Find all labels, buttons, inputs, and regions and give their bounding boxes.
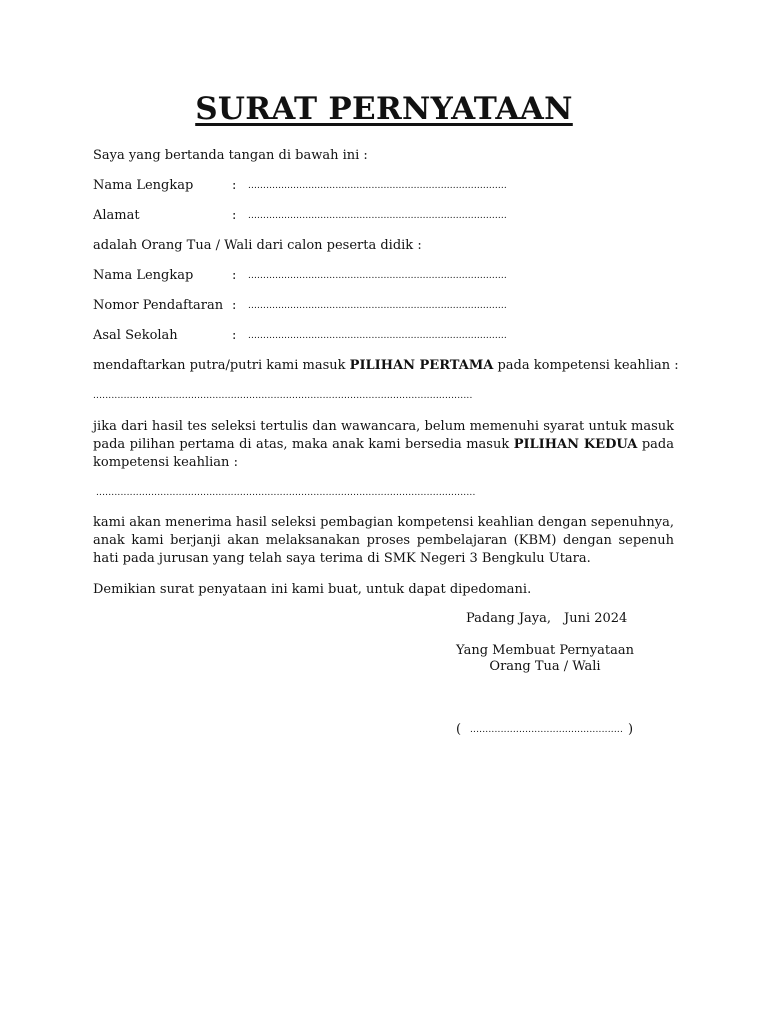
field-colon: : xyxy=(232,268,237,283)
field-label: Nama Lengkap xyxy=(93,178,194,193)
fill-in-line: ...................................................................................... xyxy=(248,301,507,311)
fill-in-line: ...................................................................................... xyxy=(248,271,507,281)
fill-in-line: ...................................................................................... xyxy=(248,181,507,191)
field-label: Nama Lengkap xyxy=(93,268,194,283)
acceptance-paragraph: kami akan menerima hasil seleksi pembagian kompetensi keahlian dengan sepenuhnya, anak kami berjanji akan melaksanakan proses pembelajaran (KBM) dengan sepenuh hati pada jurusan yang telah saya terima di SMK Negeri 3 Bengkulu Utara. xyxy=(93,515,674,566)
field-colon: : xyxy=(232,298,237,313)
document-title: SURAT PERNYATAAN xyxy=(195,91,573,127)
signature-date: Juni 2024 xyxy=(564,611,628,626)
field-label: Alamat xyxy=(93,208,140,223)
second-choice-fill-in-line: ............................................................................................................................ xyxy=(96,488,476,498)
guardian-text: adalah Orang Tua / Wali dari calon peserta didik : xyxy=(93,238,422,253)
second-choice-label: PILIHAN KEDUA xyxy=(513,437,638,452)
field-colon: : xyxy=(232,328,237,343)
field-label: Asal Sekolah xyxy=(93,328,178,343)
first-choice-text: mendaftarkan putra/putri kami masuk PILIHAN PERTAMA pada kompetensi keahlian : xyxy=(93,358,679,373)
second-choice-paragraph: jika dari hasil tes seleksi tertulis dan wawancara, belum memenuhi syarat untuk masuk pada pilihan pertama di atas, maka anak kami bersedia masuk PILIHAN KEDUA pada kompetensi keahlian : xyxy=(93,419,674,470)
signature-close-paren: ) xyxy=(628,722,634,737)
signature-open-paren: ( xyxy=(456,722,462,737)
first-choice-fill-in-line: ............................................................................................................................ xyxy=(93,391,473,401)
signature-place: Padang Jaya, xyxy=(466,611,552,626)
fill-in-line: ...................................................................................... xyxy=(248,211,507,221)
fill-in-line: ...................................................................................... xyxy=(248,331,507,341)
field-colon: : xyxy=(232,208,237,223)
signature-fill-in-line: .................................................. xyxy=(470,725,624,735)
signature-role: Orang Tua / Wali xyxy=(489,659,601,674)
first-choice-label: PILIHAN PERTAMA xyxy=(349,358,494,373)
closing-text: Demikian surat penyataan ini kami buat, untuk dapat dipedomani. xyxy=(93,582,532,597)
field-label: Nomor Pendaftaran xyxy=(93,298,224,313)
signature-maker: Yang Membuat Pernyataan xyxy=(456,643,634,658)
intro-text: Saya yang bertanda tangan di bawah ini : xyxy=(93,148,368,163)
field-colon: : xyxy=(232,178,237,193)
